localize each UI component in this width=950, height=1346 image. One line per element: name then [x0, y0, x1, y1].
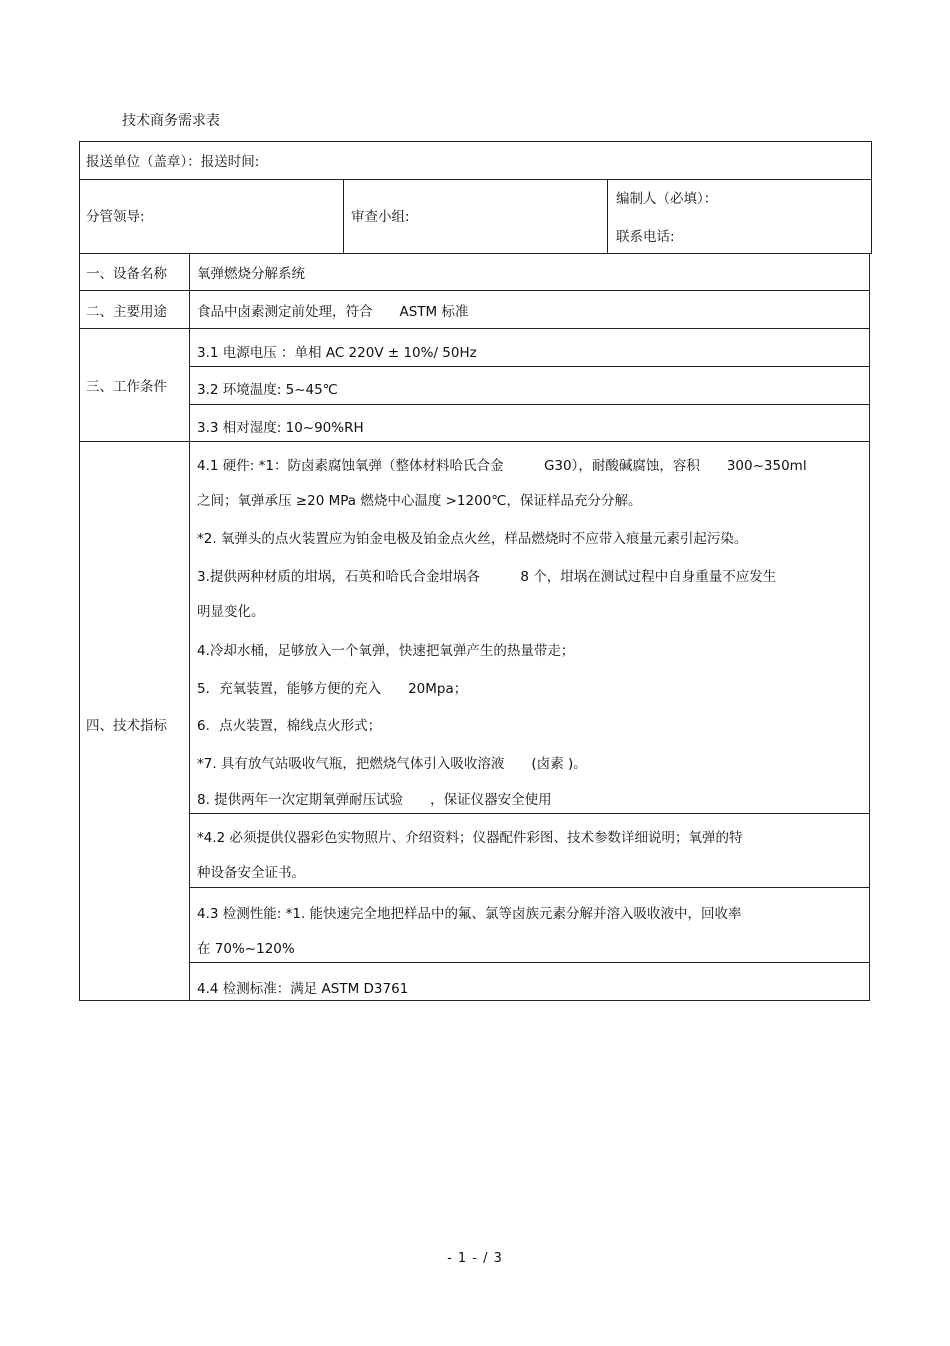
device-name-value: 氧弹燃烧分解系统 — [197, 266, 305, 282]
row-divider-device — [79, 290, 870, 291]
review-label: 审查小组: — [351, 209, 410, 225]
tech-hardware-line-8: 6．点火装置，棉线点火形式； — [197, 718, 382, 734]
row-divider-cond1 — [189, 366, 870, 367]
row-divider-tech-hw — [189, 813, 870, 814]
row-divider-cond2 — [189, 404, 870, 405]
row-divider-tech-42 — [189, 887, 870, 888]
device-name-label: 一、设备名称 — [86, 266, 167, 282]
tech-42-line-2: 种设备安全证书。 — [197, 865, 305, 881]
conditions-label: 三、工作条件 — [86, 379, 167, 395]
tech-hardware-line-3: *2. 氧弹头的点火装置应为铂金电极及铂金点火丝，样品燃烧时不应带入痕量元素引起污染。 — [197, 531, 748, 547]
condition-humidity: 3.3 相对湿度: 10~90%RH — [197, 420, 364, 436]
page-number: - 1 - / 3 — [447, 1251, 503, 1266]
tech-label: 四、技术指标 — [86, 718, 167, 734]
leader-label: 分管领导: — [86, 209, 145, 225]
tech-42-line-1: *4.2 必须提供仪器彩色实物照片、介绍资料；仪器配件彩图、技术参数详细说明；氧弹的特 — [197, 830, 743, 846]
condition-temperature: 3.2 环境温度: 5~45℃ — [197, 382, 338, 398]
phone-label: 联系电话: — [616, 229, 675, 245]
label-column — [79, 253, 190, 1001]
tech-43-line-2: 在 70%~120% — [197, 941, 295, 957]
tech-hardware-line-7: 5．充氧装置，能够方便的充入 20Mpa； — [197, 681, 468, 697]
document-title: 技术商务需求表 — [122, 113, 220, 129]
tech-44-line: 4.4 检测标准：满足 ASTM D3761 — [197, 981, 409, 997]
usage-value: 食品中卤素测定前处理，符合 ASTM 标准 — [197, 304, 469, 320]
tech-hardware-line-5: 明显变化。 — [197, 604, 265, 620]
usage-label: 二、主要用途 — [86, 304, 167, 320]
tech-hardware-line-6: 4.冷却水桶，足够放入一个氧弹，快速把氧弹产生的热量带走； — [197, 643, 575, 659]
editor-label: 编制人（必填）： — [616, 191, 718, 207]
tech-hardware-line-1: 4.1 硬件: *1：防卤素腐蚀氧弹（整体材料哈氏合金 G30），耐酸碱腐蚀，容积 300~350ml — [197, 458, 807, 474]
tech-hardware-line-9: *7. 具有放气站吸收气瓶，把燃烧气体引入吸收溶液 (卤素 )。 — [197, 756, 587, 772]
condition-power: 3.1 电源电压 ：单相 AC 220V ± 10%/ 50Hz — [197, 345, 477, 361]
tech-hardware-line-10: 8. 提供两年一次定期氧弹耐压试验 ，保证仪器安全使用 — [197, 792, 552, 808]
tech-hardware-line-2: 之间；氧弹承压 ≥20 MPa 燃烧中心温度 >1200℃，保证样品充分分解。 — [197, 493, 642, 509]
tech-43-line-1: 4.3 检测性能: *1. 能快速完全地把样品中的氟、氯等卤族元素分解并溶入吸收液中，回收率 — [197, 906, 742, 922]
tech-hardware-line-4: 3.提供两种材质的坩埚，石英和哈氏合金坩埚各 8 个，坩埚在测试过程中自身重量不应发生 — [197, 569, 777, 585]
row-divider-usage — [79, 328, 870, 329]
row-divider-tech-43 — [189, 962, 870, 963]
unit-time-label: 报送单位（盖章）：报送时间: — [86, 154, 260, 170]
row-divider-conditions — [79, 441, 870, 442]
